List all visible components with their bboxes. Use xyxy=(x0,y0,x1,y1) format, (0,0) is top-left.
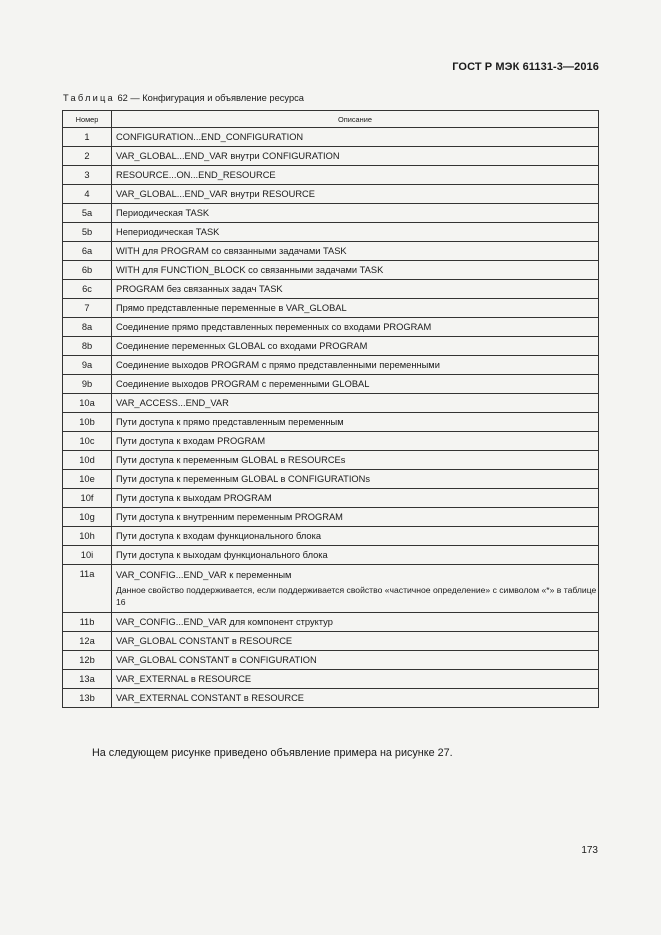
table-row xyxy=(63,546,599,565)
row-description-text: Соединение выходов PROGRAM с переменными GLOBAL xyxy=(116,379,370,389)
row-description xyxy=(112,128,599,147)
table-row xyxy=(63,651,599,670)
table-row xyxy=(63,413,599,432)
row-number: 10f xyxy=(63,489,112,508)
table-row xyxy=(63,356,599,375)
features-table xyxy=(62,110,599,708)
row-description xyxy=(112,204,599,223)
row-number: 9a xyxy=(63,356,112,375)
table-row xyxy=(63,318,599,337)
row-number: 5b xyxy=(63,223,112,242)
row-number: 10i xyxy=(63,546,112,565)
row-description-text: Периодическая TASK xyxy=(116,208,210,218)
row-description-text: VAR_GLOBAL...END_VAR внутри RESOURCE xyxy=(116,189,315,199)
row-number: 10b xyxy=(63,413,112,432)
row-description xyxy=(112,394,599,413)
row-description xyxy=(112,413,599,432)
table-row xyxy=(63,632,599,651)
row-description-text: VAR_ACCESS...END_VAR xyxy=(116,398,229,408)
document-header: ГОСТ Р МЭК 61131-3—2016 xyxy=(452,61,599,73)
row-number: 6b xyxy=(63,261,112,280)
row-description-text: VAR_GLOBAL CONSTANT в CONFIGURATION xyxy=(116,655,317,665)
row-number: 9b xyxy=(63,375,112,394)
table-row xyxy=(63,670,599,689)
table-row xyxy=(63,204,599,223)
row-number: 10d xyxy=(63,451,112,470)
column-header-number: Номер xyxy=(63,111,112,128)
row-description xyxy=(112,689,599,708)
row-number: 8b xyxy=(63,337,112,356)
table-row xyxy=(63,394,599,413)
table-body xyxy=(63,128,599,708)
row-description-text: Пути доступа к выходам PROGRAM xyxy=(116,493,272,503)
row-description-text: Пути доступа к входам функционального блока xyxy=(116,531,322,541)
row-description xyxy=(112,632,599,651)
row-description-text: Соединение выходов PROGRAM с прямо представленными переменными xyxy=(116,360,440,370)
table-caption-word: Таблица xyxy=(63,93,115,103)
row-description xyxy=(112,185,599,204)
row-description-text: Соединение прямо представленных переменных со входами PROGRAM xyxy=(116,322,432,332)
row-description-text: Пути доступа к переменным GLOBAL в RESOURCEs xyxy=(116,455,346,465)
row-number: 4 xyxy=(63,185,112,204)
table-row xyxy=(63,337,599,356)
table-caption-title: 62 — Конфигурация и объявление ресурса xyxy=(114,93,304,103)
row-description-text: CONFIGURATION...END_CONFIGURATION xyxy=(116,132,304,142)
row-description xyxy=(112,489,599,508)
table-caption xyxy=(63,93,304,103)
row-number: 10g xyxy=(63,508,112,527)
table-row xyxy=(63,527,599,546)
row-description xyxy=(112,613,599,632)
row-description xyxy=(112,451,599,470)
table-row xyxy=(63,128,599,147)
row-description-text: PROGRAM без связанных задач TASK xyxy=(116,284,283,294)
table-row xyxy=(63,689,599,708)
row-description-text: WITH для PROGRAM со связанными задачами TASK xyxy=(116,246,347,256)
row-description-text: VAR_GLOBAL...END_VAR внутри CONFIGURATION xyxy=(116,151,340,161)
row-description xyxy=(112,508,599,527)
row-description-text: VAR_CONFIG...END_VAR к переменным xyxy=(116,570,292,580)
table-row xyxy=(63,242,599,261)
row-description xyxy=(112,432,599,451)
row-description xyxy=(112,375,599,394)
table-row xyxy=(63,451,599,470)
row-description-text: VAR_EXTERNAL CONSTANT в RESOURCE xyxy=(116,693,304,703)
row-description xyxy=(112,299,599,318)
row-note: Данное свойство поддерживается, если поддерживается свойство «частичное определение» с символом «*» в таблице 16 xyxy=(116,585,597,607)
row-description xyxy=(112,470,599,489)
row-number: 5a xyxy=(63,204,112,223)
row-number: 1 xyxy=(63,128,112,147)
row-description-text: Пути доступа к переменным GLOBAL в CONFIGURATIONs xyxy=(116,474,371,484)
row-number: 2 xyxy=(63,147,112,166)
table-row xyxy=(63,489,599,508)
table-row xyxy=(63,280,599,299)
row-description xyxy=(112,356,599,375)
row-description-text: Пути доступа к входам PROGRAM xyxy=(116,436,266,446)
row-description xyxy=(112,670,599,689)
row-description-text: VAR_EXTERNAL в RESOURCE xyxy=(116,674,252,684)
row-number: 12b xyxy=(63,651,112,670)
row-description xyxy=(112,223,599,242)
row-number: 8a xyxy=(63,318,112,337)
table-row xyxy=(63,261,599,280)
row-description-text: Пути доступа к выходам функционального блока xyxy=(116,550,328,560)
row-description-text: Прямо представленные переменные в VAR_GLOBAL xyxy=(116,303,347,313)
row-number: 10c xyxy=(63,432,112,451)
row-description xyxy=(112,166,599,185)
row-description-text: Пути доступа к внутренним переменным PROGRAM xyxy=(116,512,343,522)
row-description-text: WITH для FUNCTION_BLOCK со связанными задачами TASK xyxy=(116,265,384,275)
row-description xyxy=(112,318,599,337)
row-description xyxy=(112,147,599,166)
row-number: 13a xyxy=(63,670,112,689)
page-number: 173 xyxy=(581,845,598,856)
row-description xyxy=(112,337,599,356)
row-description xyxy=(112,242,599,261)
row-number: 3 xyxy=(63,166,112,185)
table-row xyxy=(63,299,599,318)
row-number: 10a xyxy=(63,394,112,413)
table-row xyxy=(63,565,599,613)
table-row xyxy=(63,166,599,185)
table-row xyxy=(63,508,599,527)
row-description-text: VAR_CONFIG...END_VAR для компонент структур xyxy=(116,617,333,627)
row-description-text: Пути доступа к прямо представленным переменным xyxy=(116,417,344,427)
row-number: 10e xyxy=(63,470,112,489)
row-description-text: Соединение переменных GLOBAL со входами PROGRAM xyxy=(116,341,368,351)
row-description xyxy=(112,527,599,546)
table-row xyxy=(63,223,599,242)
body-paragraph: На следующем рисунке приведено объявление примера на рисунке 27. xyxy=(92,747,453,759)
row-description-text: RESOURCE...ON...END_RESOURCE xyxy=(116,170,276,180)
row-number: 6c xyxy=(63,280,112,299)
table-row xyxy=(63,375,599,394)
table-row xyxy=(63,470,599,489)
table-header-row xyxy=(63,111,599,128)
row-description xyxy=(112,280,599,299)
row-description-text: VAR_GLOBAL CONSTANT в RESOURCE xyxy=(116,636,293,646)
row-description xyxy=(112,261,599,280)
row-number: 13b xyxy=(63,689,112,708)
row-description xyxy=(112,651,599,670)
column-header-description: Описание xyxy=(112,111,599,128)
row-description xyxy=(112,546,599,565)
table-row xyxy=(63,613,599,632)
table-row xyxy=(63,432,599,451)
row-number: 11a xyxy=(63,565,112,613)
row-description xyxy=(112,565,599,613)
row-number: 11b xyxy=(63,613,112,632)
row-number: 7 xyxy=(63,299,112,318)
table-row xyxy=(63,185,599,204)
row-description-text: Непериодическая TASK xyxy=(116,227,220,237)
row-number: 10h xyxy=(63,527,112,546)
row-number: 6a xyxy=(63,242,112,261)
row-number: 12a xyxy=(63,632,112,651)
table-row xyxy=(63,147,599,166)
